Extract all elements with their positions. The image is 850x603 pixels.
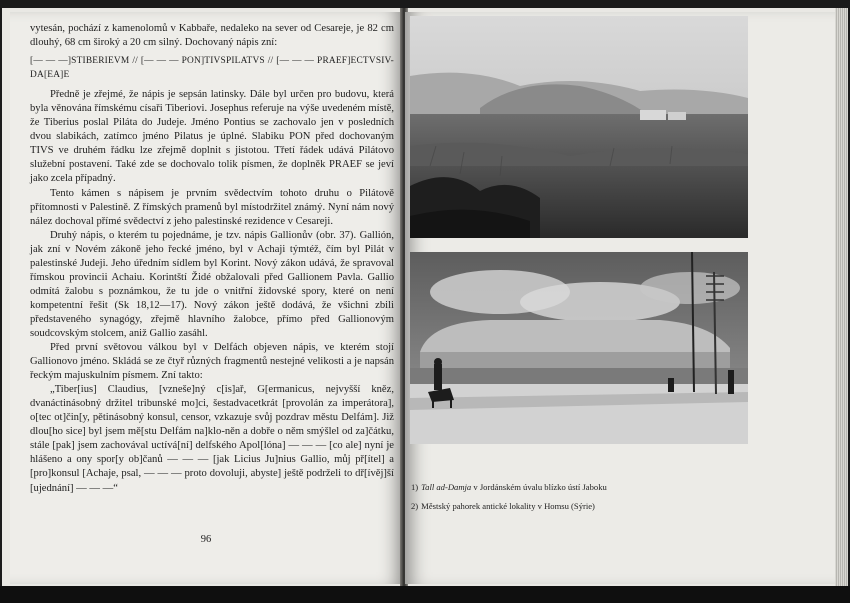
paragraph-testimony: Tento kámen s nápisem je prvním svědectvím tohoto druhu o Pilátově přítomnosti v Palestině. Z římských pramenů byl místodržitel známý. Nyní nám nový nález dochoval přímé svědectví z jeho palestinské rezidence v Cesareji. xyxy=(30,187,394,227)
caption-figure-1 xyxy=(411,478,751,497)
caption-1-text: v Jordánském úvalu blízko ústí Jaboku xyxy=(471,482,607,492)
figure-captions xyxy=(411,478,751,516)
paragraph-analysis: Předně je zřejmé, že nápis je sepsán latinsky. Dále byl určen pro budovu, která byla věnována římskému císaři Tiberiovi. Josephus referuje na výše uvedeném místě, že Tiberius poslal Piláta do Judeje. Jméno Pontius se zachovalo jen v posledních dvou slabikách, zatímco jméno Pilatus je úplné. Slabiku PON před dochovaným TIVS ve druhém řádku lze zřejmě doplnit s jistotou. Třetí řádek udává Pilátovo služební postavení. Také zde se dochovalo tolik písmen, že doplněk PRAEF se jeví jako zcela případný. xyxy=(30,89,394,185)
caption-1-number: 1) xyxy=(411,482,419,492)
paragraph-gallio: Druhý nápis, o kterém tu pojednáme, je tzv. nápis Gallionův (obr. 37). Gallión, jak zní v Novém zákoně jeho řecké jméno, byl v Achaji týmtéž, čím byl Pilát v palestinské Judeji. Jeho úředním sídlem byl Korint. Nový zákon udává, že spravoval římskou provincii Achaiu. Korintští Židé obžalovali před Gallionem Pavla. Gallio odmítá žalobu s poznámkou, že tu jde o vnitřní židovské spory, které on není kompetentní řešit (Sk 18,12—17). Nový zákon ještě dodává, že všichni zbili představeného synagógy, zřejmě hlavního žalobce, přímo před Gallionovým soudcovským stolcem, aniž Gallio zasáhl. xyxy=(30,229,394,339)
page-number: 96 xyxy=(200,534,212,545)
photo-homs-mound xyxy=(410,252,748,444)
caption-1-title: Tall ad-Damja xyxy=(421,482,472,492)
latin-inscription: [— — —]STIBERIEVM // [— — — PON]TIVSPILATVS // [— — — PRAEF]ECTVSIV-DA[EA]E xyxy=(30,56,394,81)
paragraph-delphi: Před první světovou válkou byl v Delfách objeven nápis, ve kterém stojí Gallionovo jméno. Skládá se ze čtyř různých fragmentů nestejné velikosti a je napsán řeckým majuskulním písmem. Zní takto: xyxy=(30,342,394,382)
photo-tall-ad-damja xyxy=(410,16,748,238)
paragraph-intro: vytesán, pochází z kamenolomů v Kabbaře, nedaleko na sever od Cesareje, je 82 cm dlouhý, 68 cm široký a 20 cm silný. Dochovaný nápis zní: xyxy=(30,23,394,49)
caption-figure-2 xyxy=(411,497,751,516)
right-page xyxy=(405,12,835,584)
body-text xyxy=(30,22,394,496)
page-edges xyxy=(835,8,848,588)
caption-2-text: Městský pahorek antické lokality v Homsu (Sýrie) xyxy=(421,501,595,511)
left-page xyxy=(10,12,402,584)
open-book xyxy=(2,8,848,588)
table-surface xyxy=(0,586,850,603)
paragraph-quote: „Tiber[ius] Claudius, [vzneše]ný c[is]ař, G[ermanicus, nejvyšší kněz, dvanáctinásobný držitel tribunské mo]ci, šestadvacetkrát [provolán za imperátora], o[tec ot]čin[y, pětinásobný konsul, censor, vzkazuje svůj pozdrav městu Delfám]. Již dlou[ho sice] byl jsem mě[stu Delfám na]klo-něn a dobře o něm smýšlel od za]čátku, stále [pak] jsem zachovával uctívá[ní] delfského Apol[lóna] — — — [co ale] nyní je hlášeno a ony spor[y ob]čanů — — — [jak Licius Ju]nius Gallio, můj př[ítel] a [pro]konsul [Achaje, psal, — — — proto dovoluji, abyste] ještě podrželi to dř[ívěj]ší [ujednání] — — —“ xyxy=(30,384,394,494)
caption-2-number: 2) xyxy=(411,501,419,511)
